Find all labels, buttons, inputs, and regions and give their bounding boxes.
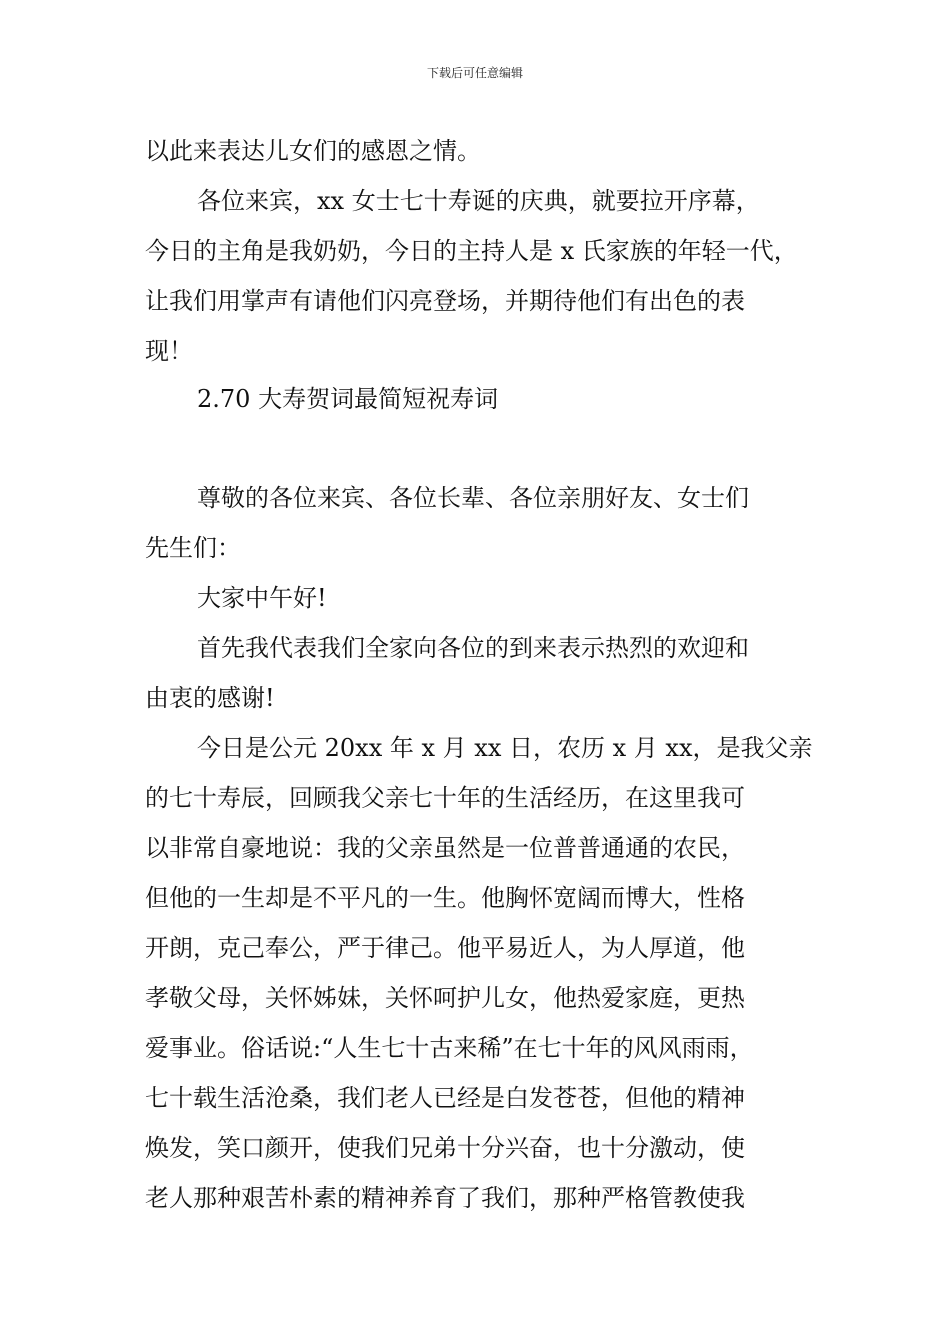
paragraph-first-line: 各位来宾，xx 女士七十寿诞的庆典，就要拉开序幕， <box>197 187 760 215</box>
text-line: 以非常自豪地说：我的父亲虽然是一位普普通通的农民， <box>145 834 745 862</box>
page-header: 下载后可任意编辑 <box>426 66 523 80</box>
section-heading: 2.70 大寿贺词最简短祝寿词 <box>197 385 499 413</box>
text-line: 今日的主角是我奶奶，今日的主持人是 x 氏家族的年轻一代， <box>145 237 798 265</box>
text-line: 先生们： <box>145 534 241 562</box>
text-line: 但他的一生却是不平凡的一生。他胸怀宽阔而博大，性格 <box>145 884 745 912</box>
text-line: 孝敬父母，关怀姊妹，关怀呵护儿女，他热爱家庭，更热 <box>145 984 745 1012</box>
text-line: 现！ <box>145 337 193 365</box>
text-line: 开朗，克己奉公，严于律己。他平易近人，为人厚道，他 <box>145 934 745 962</box>
text-line: 爱事业。俗话说:“人生七十古来稀”在七十年的风风雨雨， <box>145 1034 754 1062</box>
text-line: 焕发，笑口颜开，使我们兄弟十分兴奋，也十分激动，使 <box>145 1134 745 1162</box>
paragraph-first-line: 大家中午好! <box>197 584 327 612</box>
text-line: 由衷的感谢! <box>145 684 275 712</box>
text-line: 让我们用掌声有请他们闪亮登场，并期待他们有出色的表 <box>145 287 745 315</box>
text-line: 七十载生活沧桑，我们老人已经是白发苍苍，但他的精神 <box>145 1084 745 1112</box>
paragraph-first-line: 今日是公元 20xx 年 x 月 xx 日，农历 x 月 xx，是我父亲 <box>197 734 813 762</box>
paragraph-first-line: 首先我代表我们全家向各位的到来表示热烈的欢迎和 <box>197 634 749 662</box>
paragraph-first-line: 尊敬的各位来宾、各位长辈、各位亲朋好友、女士们 <box>197 484 749 512</box>
text-line: 以此来表达儿女们的感恩之情。 <box>145 137 481 165</box>
text-line: 老人那种艰苦朴素的精神养育了我们，那种严格管教使我 <box>145 1184 745 1212</box>
text-line: 的七十寿辰，回顾我父亲七十年的生活经历，在这里我可 <box>145 784 745 812</box>
